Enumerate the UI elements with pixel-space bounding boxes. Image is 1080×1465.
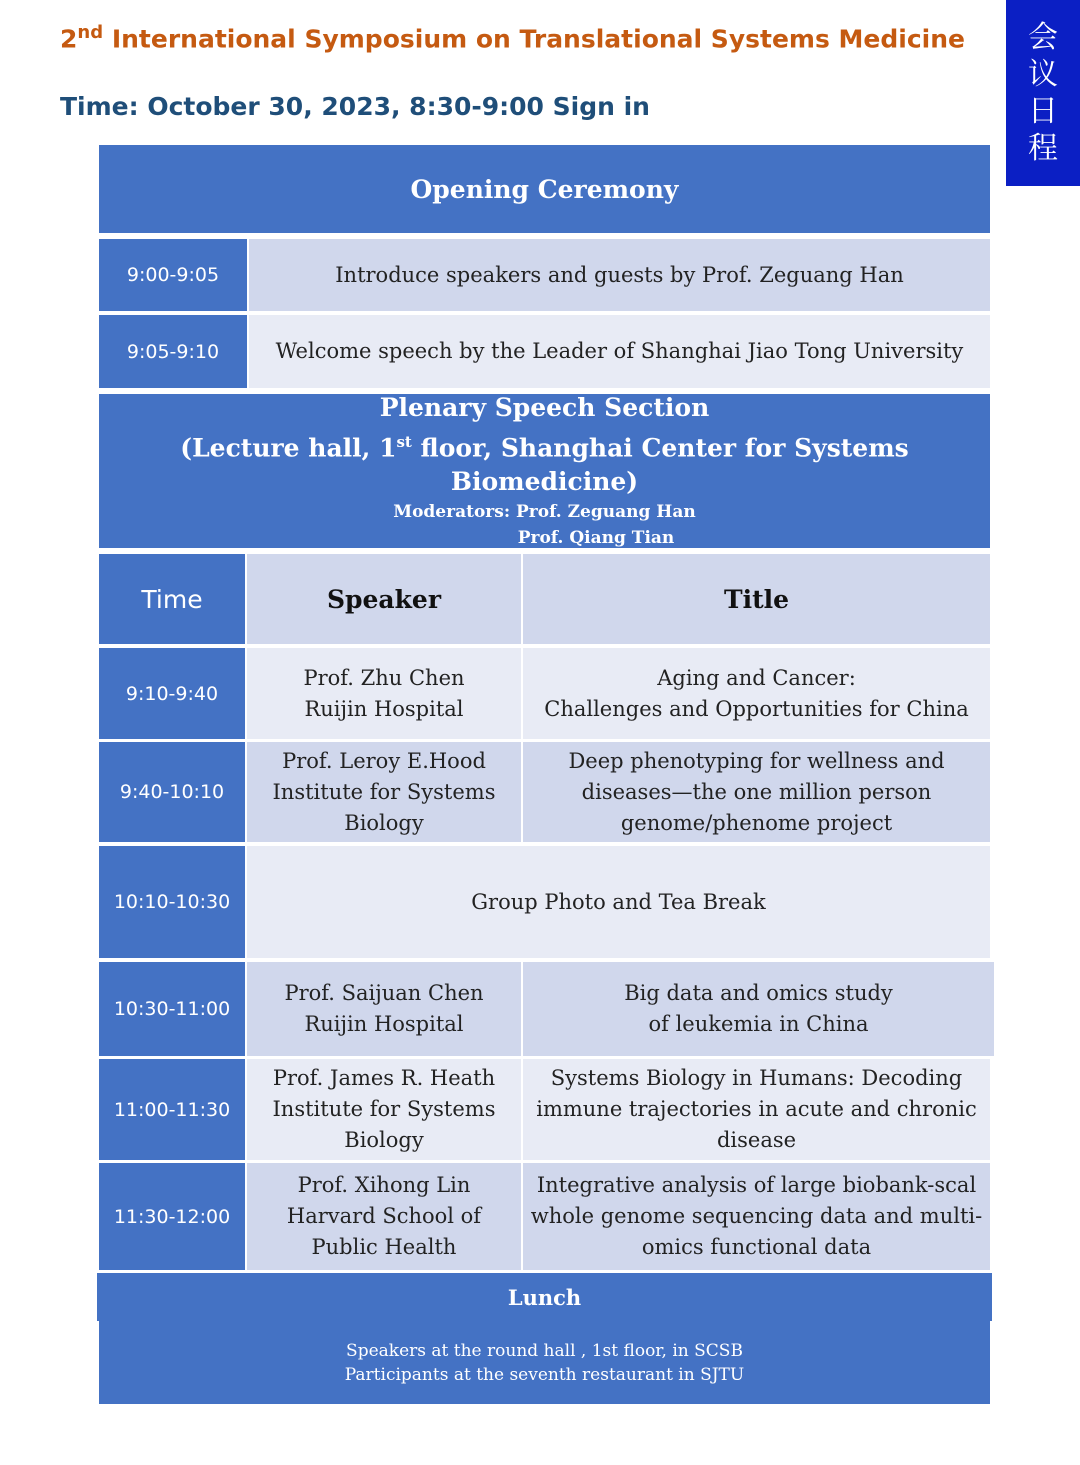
column-header-title: Title	[523, 554, 990, 644]
moderators-line: Moderators: Prof. Zeguang Han	[393, 502, 696, 523]
opening-ceremony-heading: Opening Ceremony	[99, 145, 990, 233]
moderators-line: Prof. Qiang Tian	[517, 528, 675, 549]
table-row-time: 11:30-12:00	[99, 1163, 245, 1270]
table-row-speaker: Prof. Saijuan Chen Ruijin Hospital	[247, 962, 521, 1056]
table-row-time: 9:10-9:40	[99, 648, 245, 739]
table-row-title: Aging and Cancer: Challenges and Opportunities for China	[523, 648, 990, 739]
table-row-speaker: Prof. Zhu Chen Ruijin Hospital	[247, 648, 521, 739]
table-row-title: Big data and omics study of leukemia in China	[523, 962, 994, 1056]
sign-in-time: Time: October 30, 2023, 8:30-9:00 Sign in	[60, 92, 650, 121]
table-row-time: 11:00-11:30	[99, 1059, 245, 1160]
opening-row-text: Welcome speech by the Leader of Shanghai Jiao Tong University	[249, 315, 990, 388]
plenary-title: Plenary Speech Section	[379, 392, 710, 422]
plenary-location: (Lecture hall, 1st floor, Shanghai Center for Systems Biomedicine)	[180, 432, 909, 497]
document-title: 2nd International Symposium on Translational Systems Medicine	[60, 22, 965, 54]
plenary-section-heading	[99, 394, 990, 548]
break-row-text: Group Photo and Tea Break	[247, 846, 990, 958]
table-row-time: 9:40-10:10	[99, 742, 245, 842]
table-row-speaker: Prof. James R. Heath Institute for Systems Biology	[247, 1059, 521, 1160]
column-header-speaker: Speaker	[247, 554, 521, 644]
lunch-locations: Speakers at the round hall , 1st floor, in SCSB Participants at the seventh restaurant in SJTU	[99, 1321, 990, 1404]
table-row-title: Deep phenotyping for wellness and diseases—the one million person genome/phenome project	[523, 742, 990, 842]
table-row-time: 10:30-11:00	[99, 962, 245, 1056]
table-row-speaker: Prof. Xihong Lin Harvard School of Public Health	[247, 1163, 521, 1270]
opening-row-text: Introduce speakers and guests by Prof. Zeguang Han	[249, 239, 990, 311]
table-row-title: Integrative analysis of large biobank-scal whole genome sequencing data and multi- omics functional data	[523, 1163, 990, 1270]
table-row-speaker: Prof. Leroy E.Hood Institute for Systems Biology	[247, 742, 521, 842]
table-row-title: Systems Biology in Humans: Decoding immune trajectories in acute and chronic disease	[523, 1059, 990, 1160]
column-header-time: Time	[99, 554, 245, 644]
opening-row-time: 9:05-9:10	[99, 315, 247, 388]
opening-row-time: 9:00-9:05	[99, 239, 247, 311]
lunch-heading: Lunch	[97, 1273, 992, 1321]
agenda-tab-badge: 会 议 日 程	[1006, 0, 1080, 186]
table-row-time: 10:10-10:30	[99, 846, 245, 958]
